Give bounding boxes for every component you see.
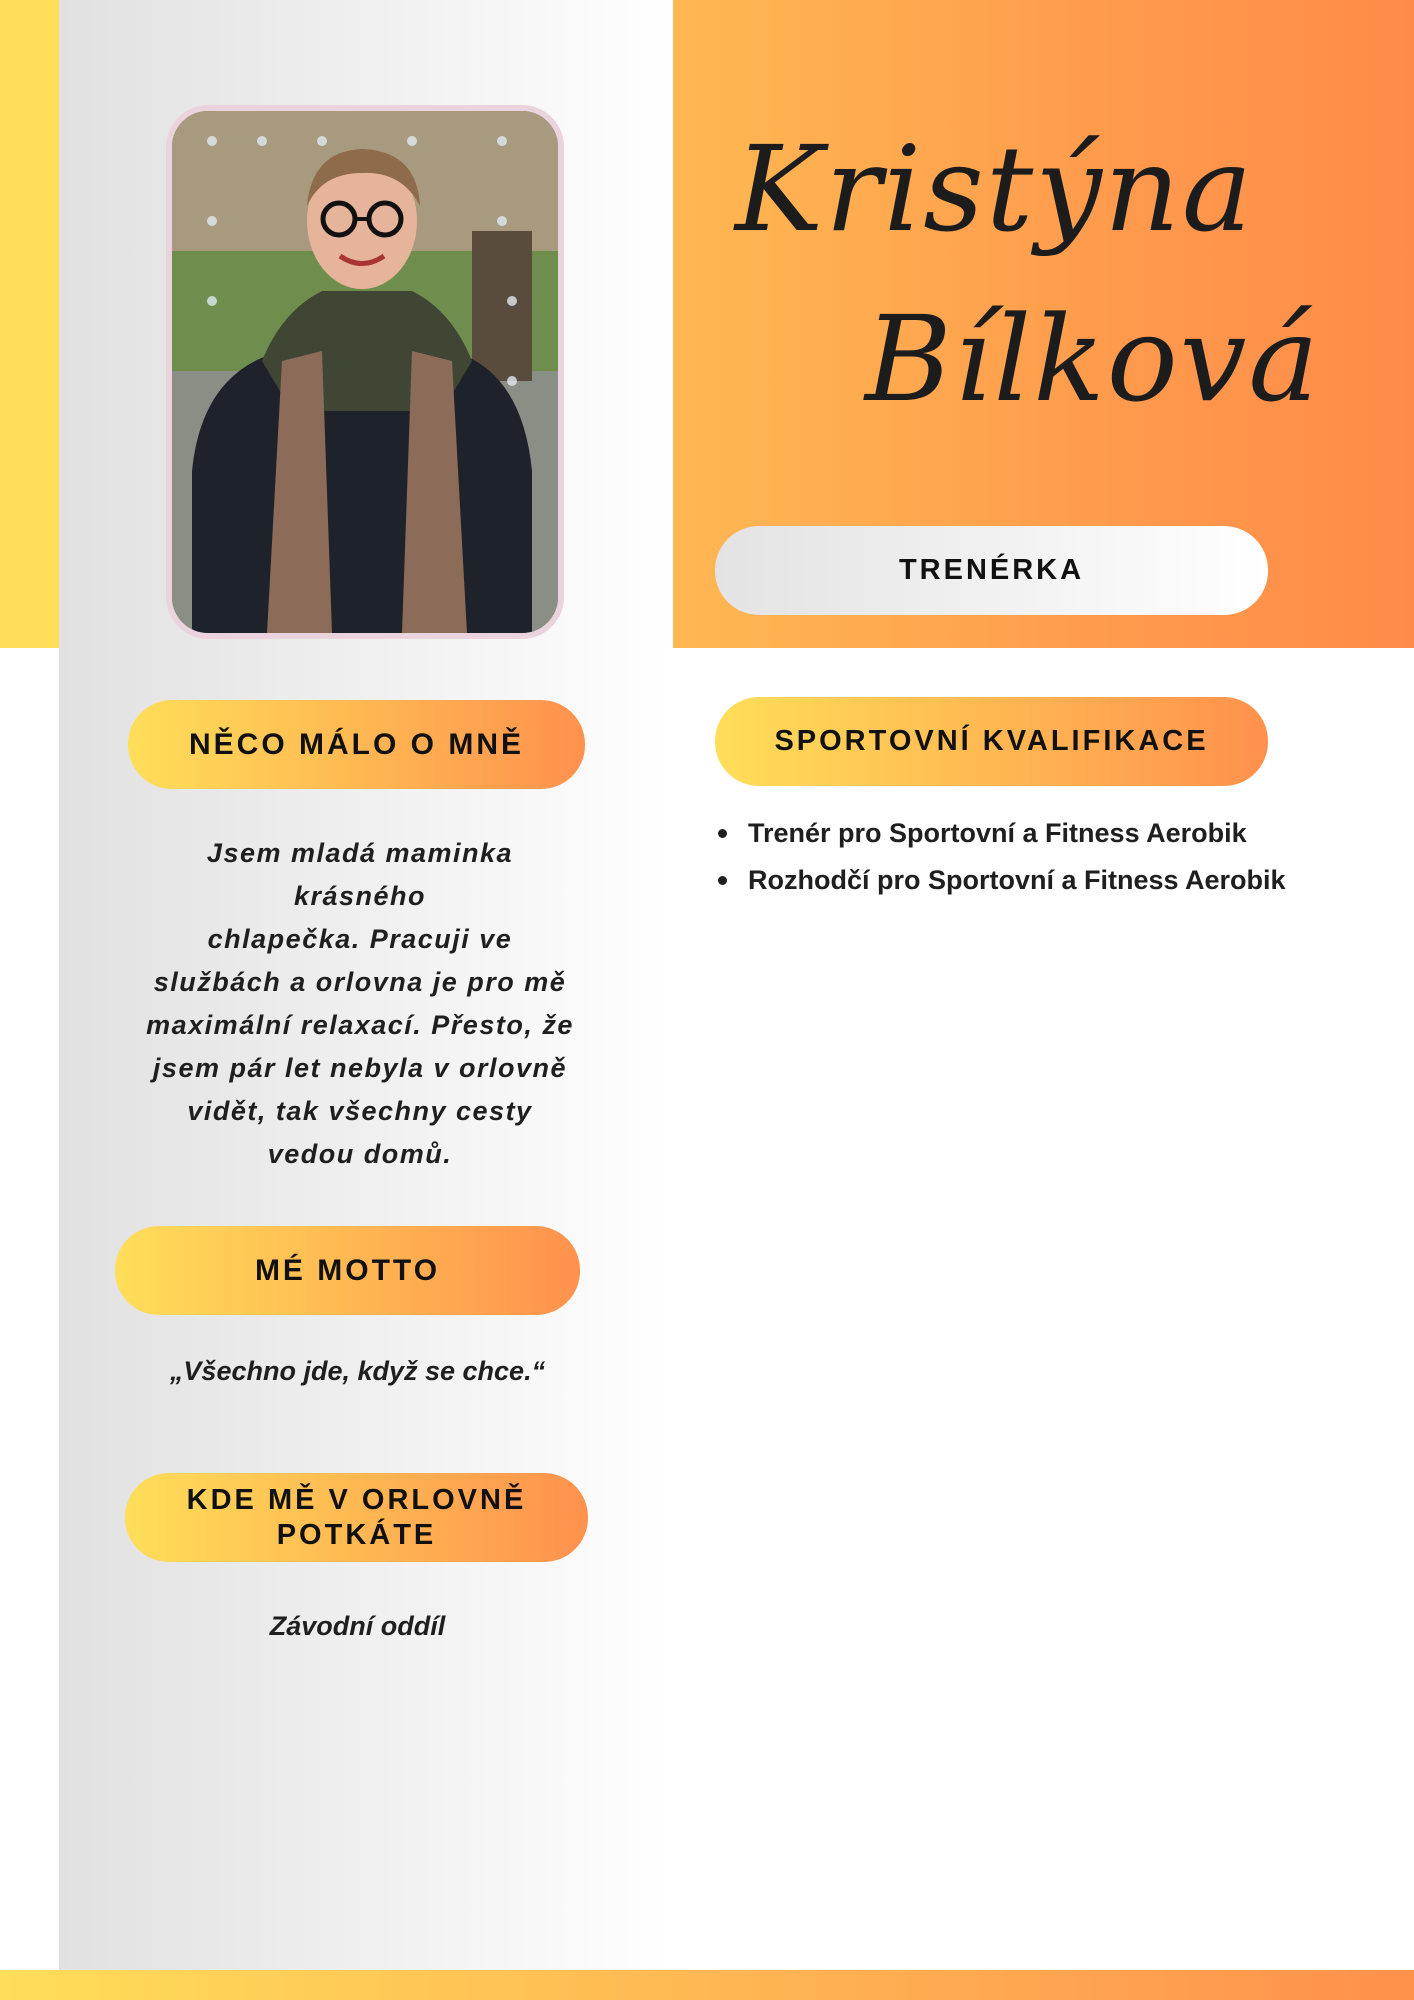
qualifications-list — [715, 810, 1286, 904]
qualification-text: Trenér pro Sportovní a Fitness Aerobik — [748, 818, 1247, 848]
last-name: Bílková — [865, 290, 1321, 428]
profile-photo — [166, 105, 564, 639]
about-line: jsem pár let nebyla v orlovně — [152, 1053, 568, 1083]
qualification-text: Rozhodčí pro Sportovní a Fitness Aerobik — [748, 865, 1286, 895]
motto-heading: MÉ MOTTO — [115, 1226, 580, 1315]
bullet-icon — [718, 876, 727, 885]
role-badge: TRENÉRKA — [715, 526, 1268, 615]
about-line: Jsem mladá maminka — [206, 838, 514, 868]
about-line: krásného — [293, 881, 427, 911]
about-heading: NĚCO MÁLO O MNĚ — [128, 700, 585, 789]
about-line: vidět, tak všechny cesty — [187, 1096, 533, 1126]
motto-text: „Všechno jde, když se chce.“ — [169, 1356, 546, 1386]
about-line: chlapečka. Pracuji ve — [207, 924, 513, 954]
list-item — [715, 810, 1286, 857]
about-text — [135, 832, 585, 1176]
bullet-icon — [718, 829, 727, 838]
portrait-photo-icon — [172, 111, 558, 633]
bottom-accent-bar — [0, 1970, 1414, 2000]
about-line: maximální relaxací. Přesto, že — [146, 1010, 574, 1040]
qualifications-heading: SPORTOVNÍ KVALIFIKACE — [715, 697, 1268, 786]
about-line: službách a orlovna je pro mě — [153, 967, 567, 997]
about-line: vedou domů. — [267, 1139, 453, 1169]
yellow-accent-strip — [0, 0, 59, 648]
first-name: Kristýna — [735, 120, 1255, 258]
where-text: Závodní oddíl — [269, 1611, 446, 1641]
list-item — [715, 857, 1286, 904]
where-heading: KDE MĚ V ORLOVNĚ POTKÁTE — [125, 1473, 588, 1562]
